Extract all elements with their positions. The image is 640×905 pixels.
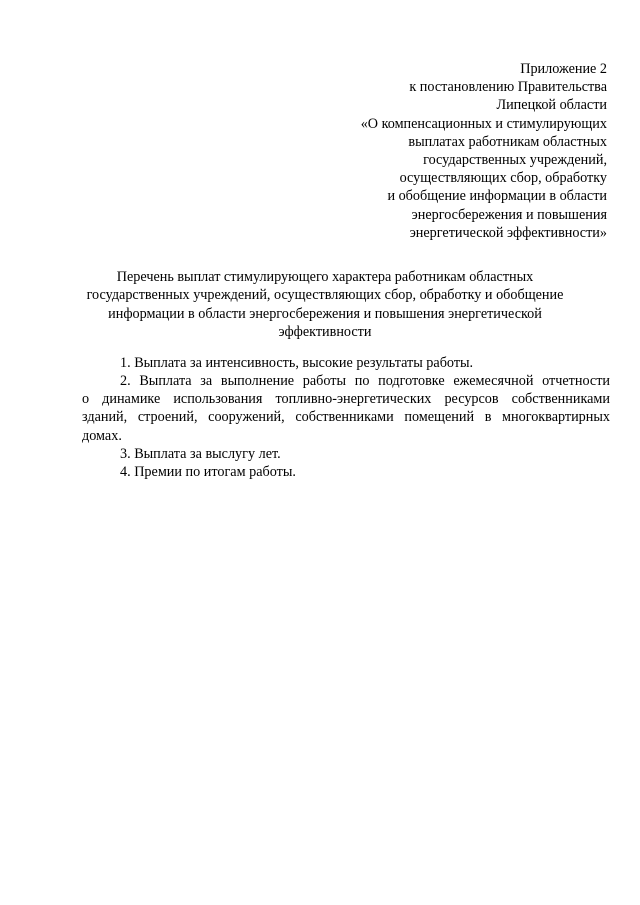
title-line: эффективности (278, 324, 372, 341)
list-item-2-line: зданий, строений, сооружений, собственниками помещений в многоквартирных (82, 409, 610, 426)
appendix-line: выплатах работникам областных (408, 133, 607, 150)
list-item-2-line: домах. (82, 427, 122, 444)
list-item-3: 3. Выплата за выслугу лет. (120, 446, 281, 462)
payments-list (82, 354, 610, 372)
title-line: Перечень выплат стимулирующего характера работникам областных (116, 269, 534, 285)
appendix-line: к постановлению Правительства (409, 79, 607, 96)
appendix-line: Приложение 2 (520, 61, 607, 77)
appendix-line: энергосбережения и повышения (411, 206, 607, 223)
appendix-line: «О компенсационных и стимулирующих (360, 115, 607, 132)
document-title (40, 268, 610, 342)
payments-list-tail (82, 445, 610, 481)
list-item-2-line: 2. Выплата за выполнение работы по подготовке ежемесячной отчетности (120, 373, 610, 389)
list-item-1: 1. Выплата за интенсивность, высокие результаты работы. (120, 355, 474, 371)
appendix-line: государственных учреждений, (423, 152, 607, 169)
appendix-line: Липецкой области (496, 97, 607, 114)
payments-list-item-2 (82, 372, 610, 445)
title-line: информации в области энергосбережения и повышения энергетической (108, 305, 542, 322)
appendix-line: осуществляющих сбор, обработку (399, 170, 607, 187)
list-item-4: 4. Премии по итогам работы. (120, 464, 296, 481)
list-item-2-line: о динамике использования топливно-энергетических ресурсов собственниками (82, 391, 610, 408)
appendix-line: и обобщение информации в области (387, 188, 607, 205)
title-line: государственных учреждений, осуществляющих сбор, обработку и обобщение (86, 287, 564, 304)
appendix-header (307, 60, 607, 242)
list-item-2-text (82, 372, 610, 445)
appendix-line: энергетической эффективности» (409, 224, 607, 241)
